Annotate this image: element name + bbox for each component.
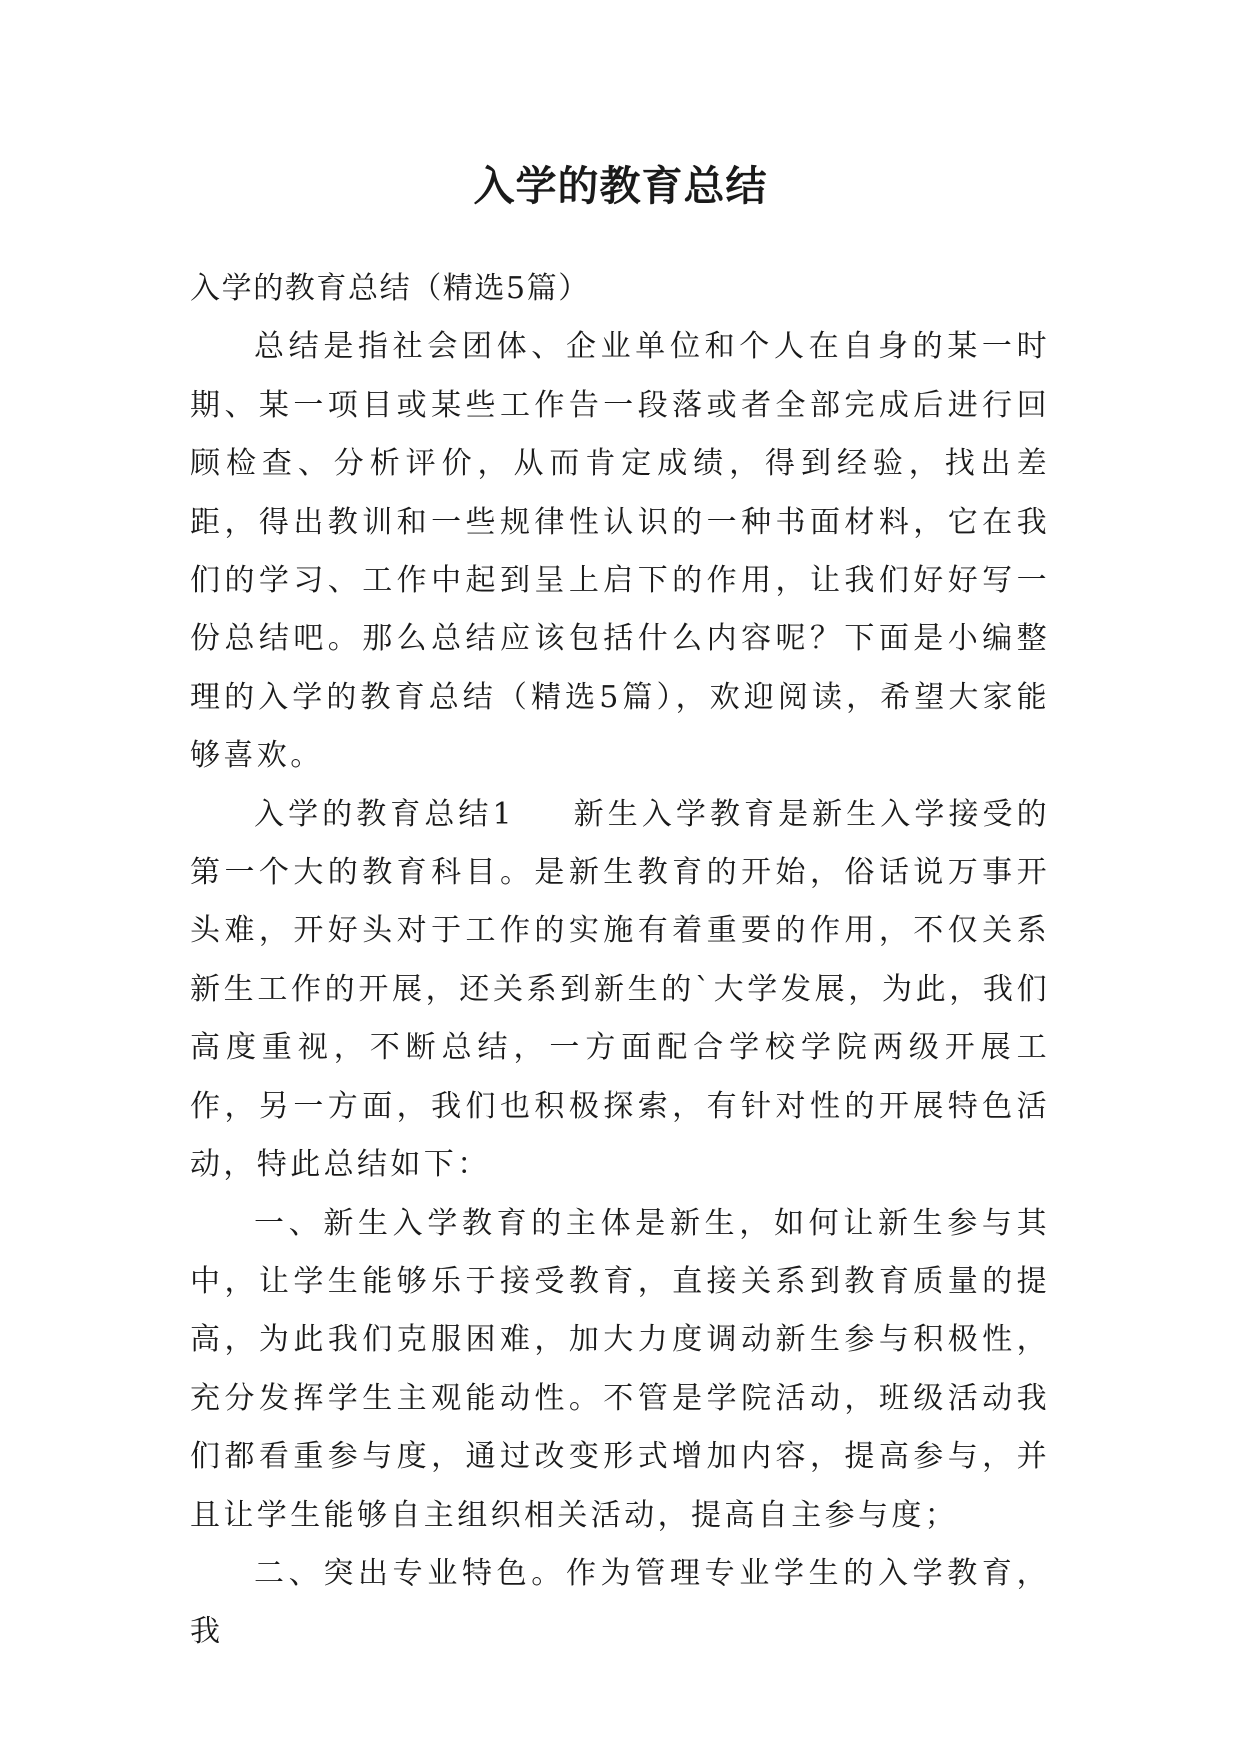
section-1-paragraph [190, 786, 1050, 1195]
document-subtitle: 入学的教育总结（精选5篇） [190, 271, 590, 306]
document-body [190, 260, 1050, 1662]
section-heading: 入学的教育总结1 [254, 796, 515, 832]
point-1-paragraph: 一、新生入学教育的主体是新生，如何让新生参与其中，让学生能够乐于接受教育，直接关系到教育质量的提高，为此我们克服困难，加大力度调动新生参与积极性，充分发挥学生主观能动性。不管是学院活动，班级活动我们都看重参与度，通过改变形式增加内容，提高参与，并且让学生能够自主组织相关活动，提高自主参与度； [190, 1205, 1050, 1533]
point-2-paragraph: 二、突出专业特色。作为管理专业学生的入学教育，我 [190, 1555, 1050, 1650]
section-1-text: 新生入学教育是新生入学接受的第一个大的教育科目。是新生教育的开始，俗话说万事开头难，开好头对于工作的实施有着重要的作用，不仅关系新生工作的开展，还关系到新生的`大学发展，为此，我们高度重视，不断总结，一方面配合学校学院两级开展工作，另一方面，我们也积极探索，有针对性的开展特色活动，特此总结如下： [190, 796, 1050, 1183]
intro-paragraph: 总结是指社会团体、企业单位和个人在自身的某一时期、某一项目或某些工作告一段落或者全部完成后进行回顾检查、分析评价，从而肯定成绩，得到经验，找出差距，得出教训和一些规律性认识的一种书面材料，它在我们的学习、工作中起到呈上启下的作用，让我们好好写一份总结吧。那么总结应该包括什么内容呢？下面是小编整理的入学的教育总结（精选5篇），欢迎阅读，希望大家能够喜欢。 [190, 329, 1050, 774]
document-title: 入学的教育总结 [473, 162, 768, 210]
